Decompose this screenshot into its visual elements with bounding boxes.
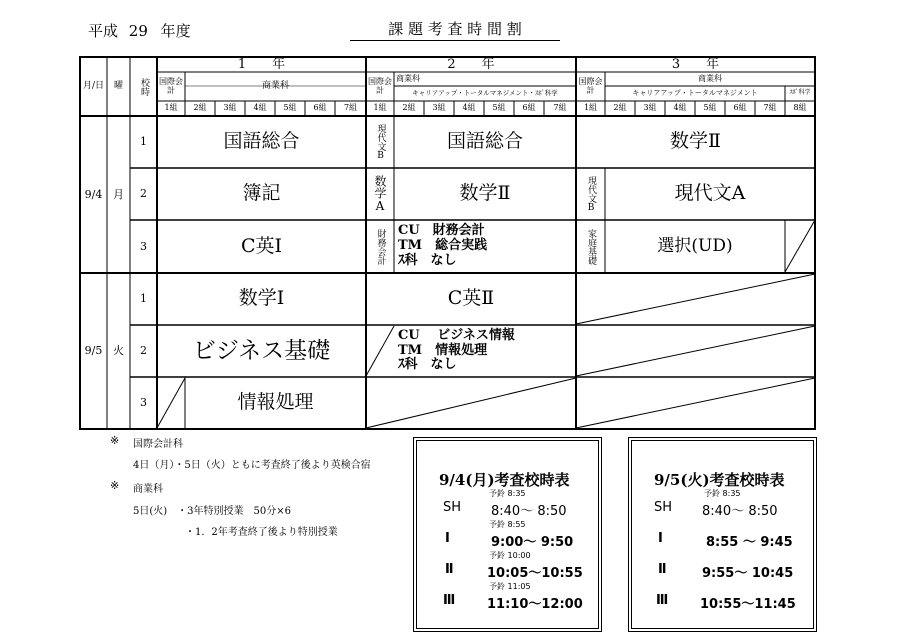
class-cell: 5組	[283, 103, 297, 113]
grade1-header: 1 年	[237, 56, 286, 72]
g2-kokusai-dept: 国際会計	[368, 77, 392, 95]
class-cell: 3組	[223, 103, 237, 113]
class-cell: 6組	[522, 103, 536, 113]
course-line: ｽ科 なし	[398, 252, 457, 268]
g3-sub-dept: キャリアアップ・トータルマネジメント	[632, 88, 758, 97]
d1p2-g3-subject: 現代文A	[674, 182, 746, 205]
class-cell: 7組	[763, 103, 777, 113]
yorei-time: 予鈴 10:00	[489, 551, 531, 560]
schedule-box-day1	[413, 437, 602, 632]
class-cell: 1組	[583, 103, 598, 113]
d1p2-g2-subject: 数学Ⅱ	[459, 182, 511, 205]
d1p2-g3-kokusai-subject: 現代文B	[586, 175, 596, 213]
day2-weekday: 火	[113, 344, 124, 358]
d2p1-g1-subject: 数学Ⅰ	[238, 287, 285, 310]
period2-label: Ⅱ	[445, 562, 454, 577]
era-label: 平成	[88, 22, 119, 40]
class-cell: 1組	[164, 103, 178, 113]
d2p2-g1-subject: ビジネス基礎	[192, 337, 331, 364]
sh-label: SH	[443, 500, 462, 515]
period3-time: 10:55～11:45	[700, 597, 796, 612]
period2-time: 10:05～10:55	[487, 566, 583, 581]
class-cell: 2組	[402, 103, 416, 113]
period-number: 2	[140, 344, 147, 358]
day2-date: 9/5	[84, 344, 103, 358]
class-cell: 2組	[613, 103, 627, 113]
period1-time: 9:00～ 9:50	[491, 535, 574, 550]
d2p1-g2-subject: C英Ⅱ	[447, 287, 495, 310]
note-mark: ※	[110, 479, 120, 492]
day1-date: 9/4	[84, 187, 103, 201]
yorei-time: 予鈴 8:35	[704, 489, 741, 498]
class-cell: 3組	[643, 103, 657, 113]
period-header: 校時	[139, 77, 149, 96]
d1p3-g1-subject: C英Ⅰ	[240, 234, 283, 257]
class-cell: 1組	[373, 103, 387, 113]
course-line: CU 財務会計	[398, 223, 485, 239]
year-number: 29	[128, 22, 148, 40]
d1p3-g3-kokusai-subject: 家庭基礎	[586, 228, 596, 265]
period3-time: 11:10～12:00	[487, 597, 583, 612]
yorei-time: 予鈴 8:35	[489, 489, 526, 498]
period-number: 1	[140, 135, 147, 149]
d1p1-g2-subject: 国語総合	[446, 130, 523, 153]
class-cell: 4組	[253, 103, 267, 113]
g2-sub-dept: キャリアアップ・トータルマネジメント・ｽﾎﾟ科学	[412, 89, 558, 98]
year-suffix: 年度	[160, 22, 191, 40]
sh-time: 8:40～ 8:50	[491, 504, 567, 519]
grade3-header: 3 年	[671, 56, 720, 72]
g3-sub-dept2: ｽﾎﾟ科学	[789, 89, 811, 97]
sh-time: 8:40～ 8:50	[702, 504, 778, 519]
class-cell: 7組	[553, 103, 567, 113]
d1p1-g3-subject: 数学Ⅱ	[670, 130, 721, 153]
period2-label: Ⅱ	[658, 562, 667, 577]
period-number: 2	[140, 187, 147, 201]
d1p2-g1-subject: 簿記	[242, 182, 281, 205]
kokusai-note-text: 4日（月）・5日（火）ともに考査終了後より英検合宿	[133, 460, 371, 471]
period-number: 3	[140, 239, 147, 253]
course-line: ｽ科 なし	[398, 357, 457, 373]
d1p3-g3-subject: 選択(UD)	[657, 235, 733, 256]
class-cell: 6組	[313, 103, 327, 113]
g2-shogyo-dept: 商業科	[396, 73, 420, 83]
period2-time: 9:55～ 10:45	[702, 566, 794, 581]
schedule-box-day2	[628, 437, 817, 632]
g1-shogyo-dept: 商業科	[261, 80, 289, 91]
note-mark: ※	[110, 434, 120, 447]
period3-label: Ⅲ	[443, 593, 456, 608]
d2p2-g2-subject-list	[394, 325, 576, 377]
page-title: 課 題 考 査 時 間 割	[350, 18, 560, 41]
g3-shogyo-dept: 商業科	[698, 73, 722, 83]
period1-time: 8:55 ～ 9:45	[706, 535, 793, 550]
sh-label: SH	[654, 500, 673, 515]
class-cell: 4組	[673, 103, 687, 113]
g3-kokusai-dept: 国際会計	[578, 77, 603, 95]
class-cell: 8組	[793, 103, 807, 113]
d1p2-g2-kokusai-subject: 数学A	[373, 175, 387, 213]
d2p3-g1-subject: 情報処理	[237, 391, 314, 414]
d1p1-g1-subject: 国語総合	[223, 130, 300, 153]
class-cell: 5組	[492, 103, 506, 113]
period1-label: Ⅰ	[658, 531, 663, 546]
class-cell: 5組	[703, 103, 717, 113]
d1p3-g2-subject-list	[394, 220, 576, 273]
course-line: CU ビジネス情報	[398, 327, 515, 343]
class-cell: 6組	[733, 103, 747, 113]
class-cell: 4組	[462, 103, 476, 113]
schedule-title: 9/4(月)考査校時表	[439, 471, 570, 489]
class-cell: 2組	[193, 103, 207, 113]
d1p1-g2-kokusai-subject: 現代文B	[375, 123, 386, 161]
period-number: 3	[140, 396, 147, 410]
yorei-time: 予鈴 11:05	[489, 582, 531, 591]
period-number: 1	[140, 292, 147, 306]
grade2-header: 2 年	[447, 56, 495, 72]
course-line: TM 情報処理	[398, 342, 488, 358]
period1-label: Ⅰ	[445, 531, 450, 546]
schedule-title: 9/5(火)考査校時表	[654, 471, 785, 489]
weekday-header: 曜	[113, 80, 123, 91]
shogyo-note-line1: 5日(火) ・3年特別授業 50分×6	[133, 506, 291, 517]
shogyo-note-title: 商業科	[133, 484, 163, 495]
shogyo-note-line2: ・1．2年考査終了後より特別授業	[185, 527, 338, 538]
period3-label: Ⅲ	[656, 593, 669, 608]
course-line: TM 総合実践	[398, 238, 488, 254]
d1p3-g2-kokusai-subject: 財務会計	[375, 228, 386, 265]
class-cell: 7組	[343, 103, 358, 113]
date-header: 月/日	[82, 80, 105, 91]
kokusai-note-title: 国際会計科	[133, 439, 183, 450]
g1-kokusai-dept: 国際会計	[159, 77, 183, 95]
day1-weekday: 月	[113, 187, 124, 201]
yorei-time: 予鈴 8:55	[489, 520, 526, 529]
class-cell: 3組	[432, 103, 446, 113]
